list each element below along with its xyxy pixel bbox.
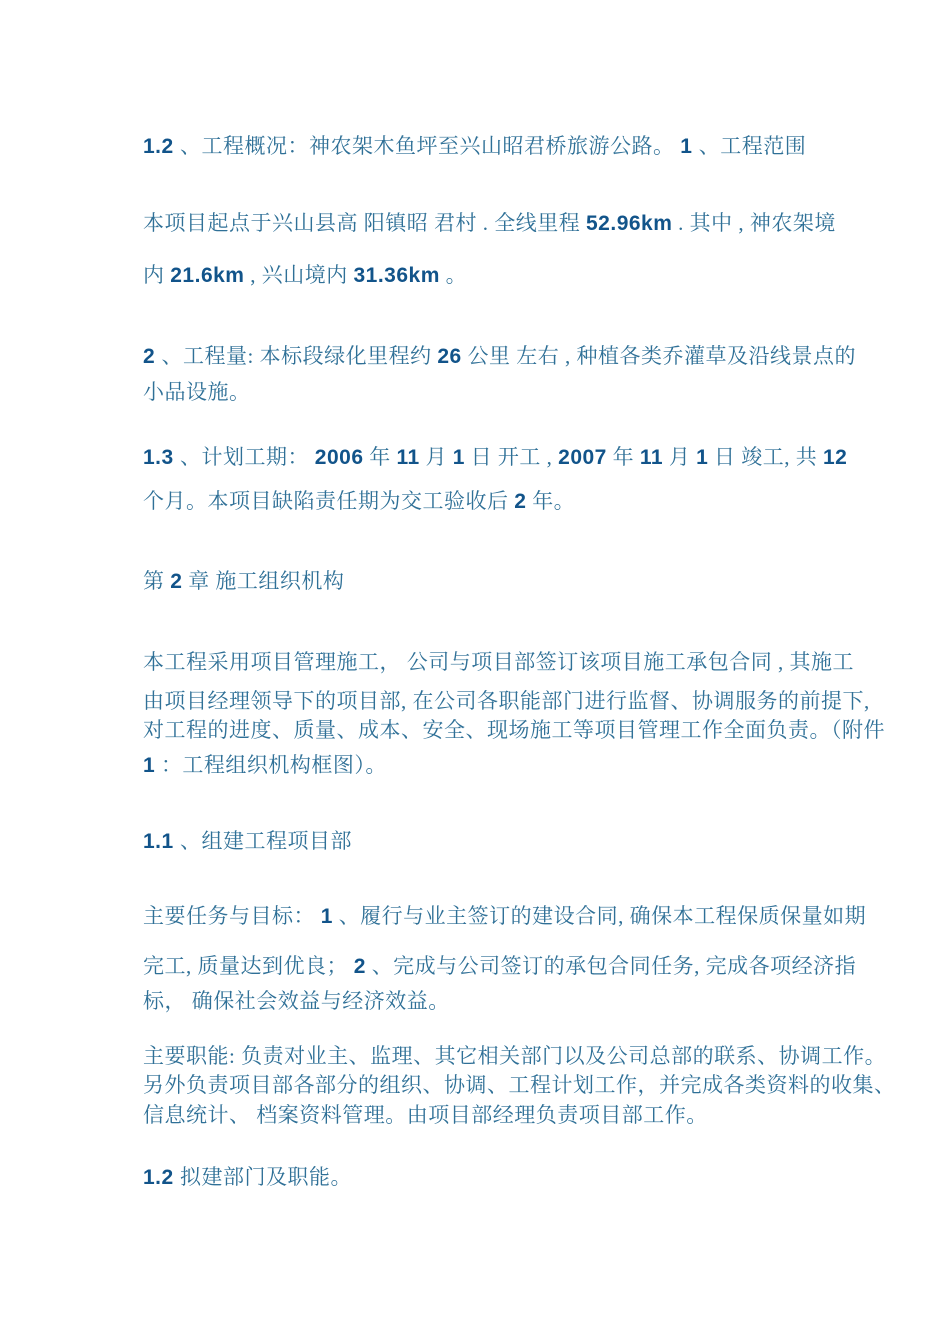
cjk-text-segment: 。 — [439, 263, 468, 287]
cjk-text-segment: 日 开工 , — [464, 445, 559, 469]
numeric-text-segment: 21.6km — [170, 264, 245, 287]
numeric-text-segment: 1.3 — [143, 446, 181, 469]
cjk-text-segment: 主要职能: 负责对业主、监理、其它相关部门以及公司总部的联系、协调工作。 — [143, 1044, 887, 1068]
cjk-text-segment: 本项目起点于兴山县高 阳镇昭 君村 . 全线里程 — [143, 211, 586, 235]
cjk-text-segment: 拟建部门及职能。 — [180, 1165, 353, 1189]
cjk-text-segment: 、工程范围 — [698, 134, 807, 158]
text-line — [143, 210, 843, 237]
text-line — [143, 379, 843, 405]
text-line — [143, 343, 856, 370]
numeric-text-segment: 1.2 — [143, 1166, 181, 1189]
heading-line — [143, 1164, 843, 1191]
numeric-text-segment: 12 — [823, 446, 848, 469]
cjk-text-segment: ：工程组织机构框图）。 — [155, 753, 387, 777]
cjk-text-segment: , 兴山境内 — [244, 263, 354, 287]
cjk-text-segment: 、工程概况：神农架木鱼坪至兴山昭君桥旅游公路。 — [180, 134, 681, 158]
cjk-text-segment: 月 — [419, 445, 453, 469]
numeric-text-segment: 2 — [514, 490, 527, 513]
numeric-text-segment: 11 — [639, 446, 664, 469]
numeric-text-segment: 1 — [696, 446, 709, 469]
numeric-text-segment: 11 — [396, 446, 420, 469]
text-line — [143, 1072, 896, 1098]
cjk-text-segment: 完工, 质量达到优良； — [143, 954, 354, 978]
text-line — [143, 717, 885, 743]
cjk-text-segment: 信息统计、 档案资料管理。由项目部经理负责项目部工作。 — [143, 1103, 708, 1127]
numeric-text-segment: 2007 — [558, 446, 607, 469]
numeric-text-segment: 1.2 — [143, 135, 181, 158]
cjk-text-segment: 、履行与业主签订的建设合同, 确保本工程保质保量如期 — [332, 904, 867, 928]
numeric-text-segment: 1 — [680, 135, 699, 158]
text-line — [143, 688, 870, 714]
text-line — [143, 1102, 843, 1128]
numeric-text-segment: 2006 — [314, 446, 364, 469]
cjk-text-segment: 小品设施。 — [143, 380, 251, 404]
heading-line — [143, 133, 843, 160]
numeric-text-segment: 31.36km — [353, 264, 440, 287]
numeric-text-segment: 2 — [353, 955, 366, 978]
text-line — [143, 903, 867, 930]
text-line — [143, 988, 843, 1014]
text-line — [143, 262, 843, 289]
cjk-text-segment: 另外负责项目部各部分的组织、协调、工程计划工作，并完成各类资料的收集、 — [143, 1073, 896, 1097]
heading-line — [143, 568, 843, 595]
numeric-text-segment: 1 — [452, 446, 465, 469]
cjk-text-segment: 主要任务与目标： — [143, 904, 321, 928]
text-line — [143, 752, 843, 779]
numeric-text-segment: 1 — [143, 754, 156, 777]
cjk-text-segment: 年 — [363, 445, 397, 469]
cjk-text-segment: 、组建工程项目部 — [180, 829, 353, 853]
cjk-text-segment: 、计划工期： — [180, 445, 315, 469]
cjk-text-segment: 对工程的进度、质量、成本、安全、现场施工等项目管理工作全面负责。（附件 — [143, 718, 885, 742]
cjk-text-segment: 由项目经理领导下的项目部, 在公司各职能部门进行监督、协调服务的前提下, — [143, 689, 870, 713]
cjk-text-segment: 个月。本项目缺陷责任期为交工验收后 — [143, 489, 515, 513]
numeric-text-segment: 26 — [437, 345, 462, 368]
text-line — [143, 1043, 887, 1069]
cjk-text-segment: 年。 — [526, 489, 576, 513]
numeric-text-segment: 1 — [320, 905, 333, 928]
numeric-text-segment: 1.1 — [143, 830, 181, 853]
cjk-text-segment: 、完成与公司签订的承包合同任务, 完成各项经济指 — [365, 954, 857, 978]
cjk-text-segment: 、工程量: 本标段绿化里程约 — [161, 344, 438, 368]
cjk-text-segment: 内 — [143, 263, 171, 287]
numeric-text-segment: 52.96km — [586, 212, 673, 235]
numeric-text-segment: 2 — [170, 570, 183, 593]
text-line — [143, 649, 854, 675]
heading-line — [143, 828, 843, 855]
cjk-text-segment: 第 — [143, 569, 171, 593]
cjk-text-segment: 年 — [606, 445, 640, 469]
text-line — [143, 488, 843, 515]
cjk-text-segment: 本工程采用项目管理施工， 公司与项目部签订该项目施工承包合同 , 其施工 — [143, 650, 854, 674]
cjk-text-segment: 公里 左右 , 种植各类乔灌草及沿线景点的 — [461, 344, 856, 368]
cjk-text-segment: 日 竣工, 共 — [708, 445, 823, 469]
numeric-text-segment: 2 — [143, 345, 162, 368]
cjk-text-segment: 章 施工组织机构 — [182, 569, 345, 593]
heading-line — [143, 444, 848, 471]
cjk-text-segment: 标， 确保社会效益与经济效益。 — [143, 989, 450, 1013]
cjk-text-segment: . 其中 , 神农架境 — [672, 211, 836, 235]
text-line — [143, 953, 857, 980]
cjk-text-segment: 月 — [663, 445, 697, 469]
